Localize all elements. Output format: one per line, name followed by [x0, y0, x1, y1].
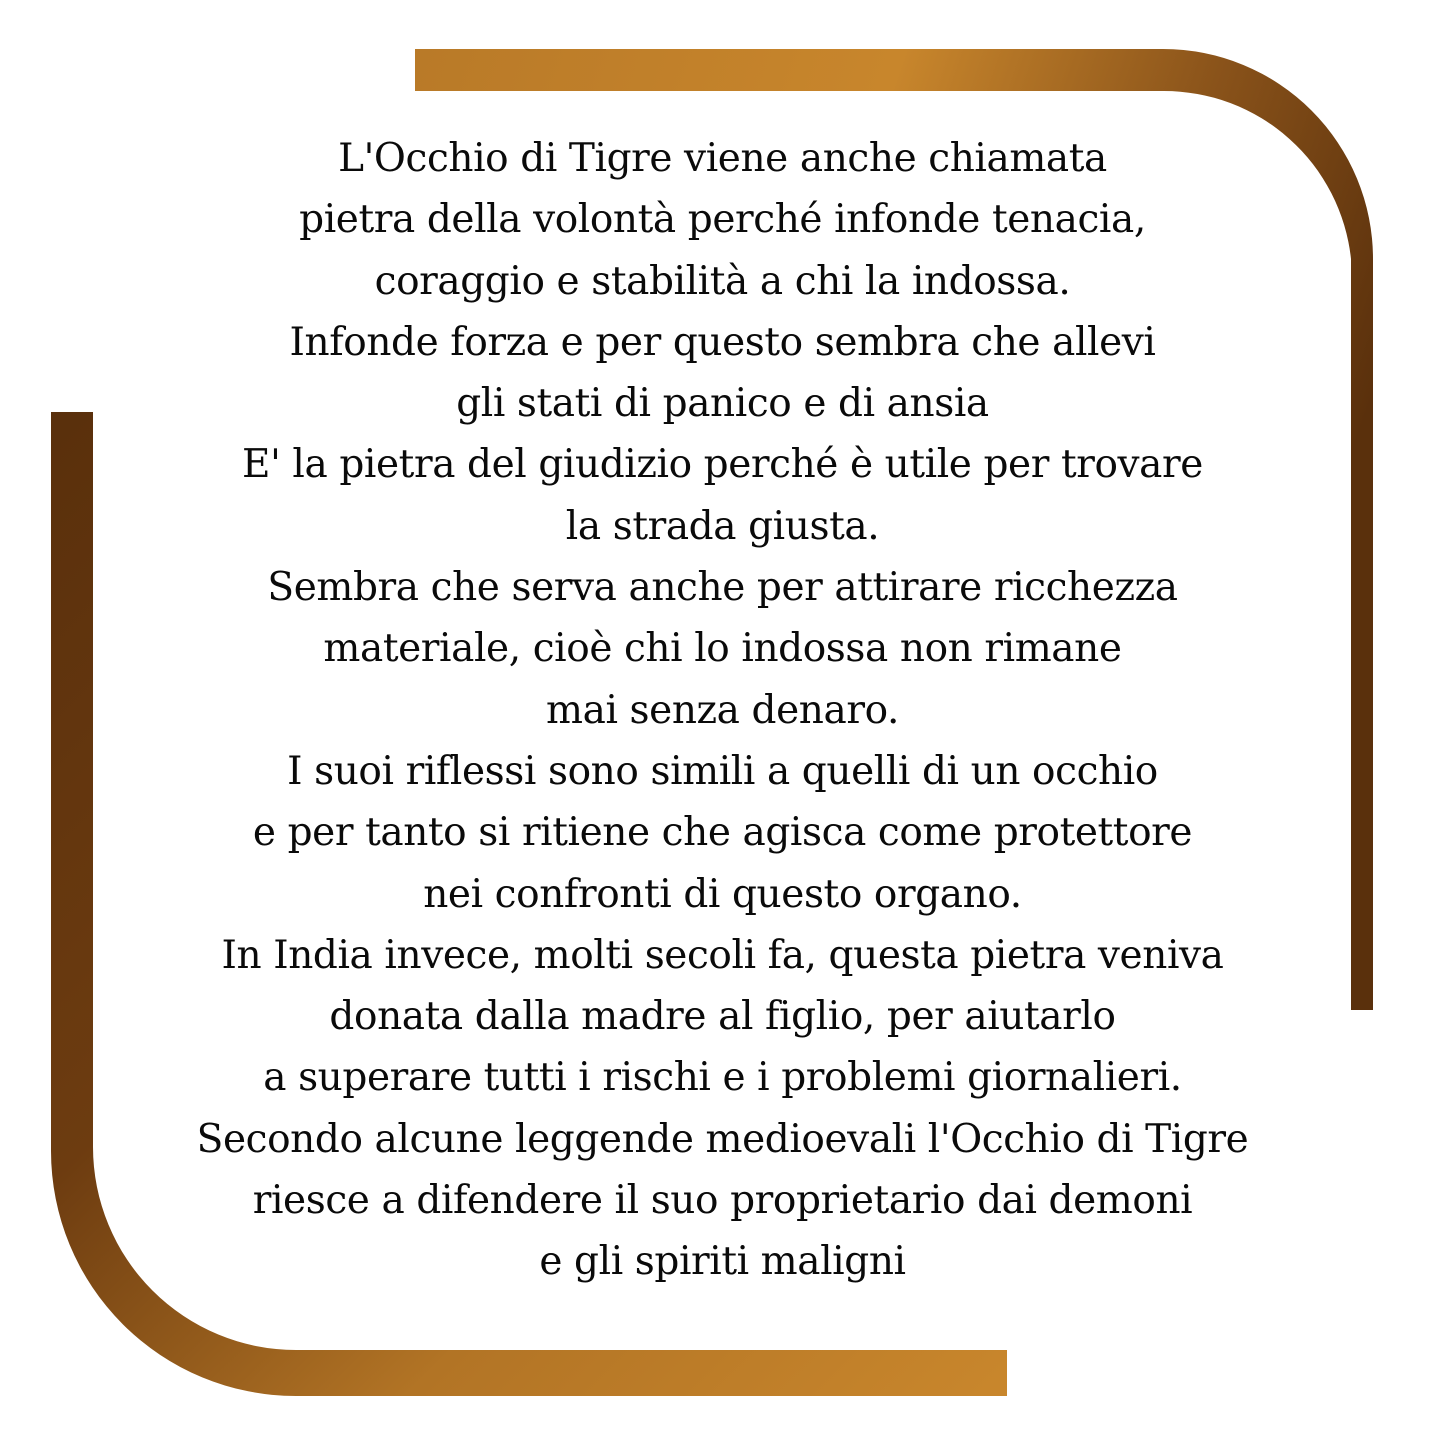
text-line: E' la pietra del giudizio perché è utile per trovare [242, 442, 1203, 488]
text-line: I suoi riflessi sono simili a quelli di un occhio [287, 748, 1158, 794]
text-line: la strada giusta. [565, 503, 880, 549]
text-line: L'Occhio di Tigre viene anche chiamata [338, 136, 1107, 181]
text-line: coraggio e stabilità a chi la indossa. [374, 258, 1071, 304]
gemstone-description [100, 128, 1345, 1293]
text-line: Infonde forza e per questo sembra che allevi [289, 319, 1156, 365]
text-line: e gli spiriti maligni [539, 1239, 906, 1285]
text-line: pietra della volontà perché infonde tenacia, [299, 197, 1146, 243]
text-line: Secondo alcune leggende medioevali l'Occhio di Tigre [196, 1116, 1249, 1162]
text-line: nei confronti di questo organo. [423, 871, 1022, 917]
text-line: donata dalla madre al figlio, per aiutarlo [329, 994, 1116, 1040]
text-line: In India invece, molti secoli fa, questa pietra veniva [221, 932, 1224, 978]
text-line: riesce a difendere il suo proprietario dai demoni [252, 1178, 1193, 1224]
text-line: a superare tutti i rischi e i problemi giornalieri. [263, 1055, 1182, 1101]
text-line: e per tanto si ritiene che agisca come protettore [252, 810, 1193, 856]
text-line: Sembra che serva anche per attirare ricchezza [267, 565, 1178, 611]
text-line: gli stati di panico e di ansia [456, 381, 989, 427]
text-line: mai senza denaro. [546, 687, 899, 733]
text-line: materiale, cioè chi lo indossa non rimane [323, 626, 1122, 672]
